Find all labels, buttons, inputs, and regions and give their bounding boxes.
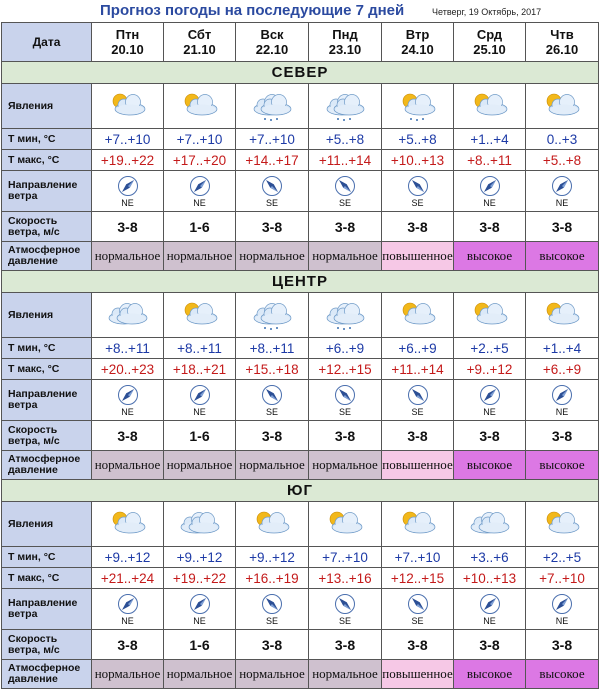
- wind-direction-cell: [309, 171, 382, 212]
- phenomena-row: [2, 84, 599, 129]
- compass-icon: [454, 384, 525, 406]
- phenomena-label: Явления: [2, 293, 92, 338]
- pressure-value: нормальное: [92, 660, 164, 689]
- wind-direction-cell: [526, 380, 599, 421]
- compass-icon: [236, 175, 308, 197]
- day-header: [382, 23, 454, 62]
- pressure-value: нормальное: [236, 660, 309, 689]
- compass-icon: [382, 175, 453, 197]
- wind-direction-cell: [164, 589, 236, 630]
- wind-direction-value: NE: [193, 615, 206, 626]
- wind-direction-value: NE: [193, 197, 206, 208]
- tmax-value: +16..+19: [236, 568, 309, 589]
- days-header-row: [2, 23, 599, 62]
- day-header: [526, 23, 599, 62]
- wind-direction-row: [2, 589, 599, 630]
- wind-speed-value: 3-8: [382, 421, 454, 451]
- tmin-value: +7..+10: [164, 129, 236, 150]
- tmax-label: Т макс, °С: [2, 568, 92, 589]
- tmin-value: +9..+12: [236, 547, 309, 568]
- wind-speed-value: 3-8: [92, 421, 164, 451]
- wind-speed-value: 3-8: [382, 212, 454, 242]
- wind-speed-label: Скорость ветра, м/с: [2, 421, 92, 451]
- wind-speed-row: [2, 630, 599, 660]
- date-label: Дата: [2, 23, 92, 62]
- partly-cloudy-icon: [526, 84, 599, 129]
- wind-speed-value: 3-8: [236, 630, 309, 660]
- day-header: [454, 23, 526, 62]
- phenomena-label: Явления: [2, 502, 92, 547]
- partly-cloudy-icon: [454, 293, 526, 338]
- tmin-value: +9..+12: [92, 547, 164, 568]
- wind-direction-cell: [526, 171, 599, 212]
- phenomena-label: Явления: [2, 84, 92, 129]
- wind-direction-cell: [382, 380, 454, 421]
- tmin-value: 0..+3: [526, 129, 599, 150]
- wind-direction-cell: [236, 380, 309, 421]
- day-header: [236, 23, 309, 62]
- wind-direction-cell: [454, 589, 526, 630]
- tmin-label: Т мин, °С: [2, 338, 92, 359]
- compass-icon: [92, 175, 163, 197]
- day-header: [164, 23, 236, 62]
- pressure-value: повышенное: [382, 242, 454, 271]
- tmax-value: +12..+15: [382, 568, 454, 589]
- pressure-value: высокое: [454, 451, 526, 480]
- wind-speed-value: 1-6: [164, 630, 236, 660]
- day-of-week: Пнд: [332, 27, 358, 42]
- forecast-table: [1, 22, 599, 689]
- wind-direction-value: NE: [193, 406, 206, 417]
- wind-direction-value: SE: [265, 406, 278, 417]
- wind-direction-cell: [236, 171, 309, 212]
- partly-cloudy-icon: [92, 502, 164, 547]
- wind-direction-label: Направление ветра: [2, 171, 92, 212]
- tmin-row: [2, 338, 599, 359]
- pressure-value: нормальное: [164, 660, 236, 689]
- tmax-value: +8..+11: [454, 150, 526, 171]
- pressure-value: нормальное: [309, 451, 382, 480]
- wind-speed-value: 3-8: [526, 212, 599, 242]
- wind-speed-value: 3-8: [92, 630, 164, 660]
- wind-speed-row: [2, 421, 599, 451]
- wind-direction-value: SE: [338, 406, 351, 417]
- compass-icon: [454, 593, 525, 615]
- pressure-value: высокое: [454, 242, 526, 271]
- wind-direction-cell: [382, 589, 454, 630]
- tmax-row: [2, 568, 599, 589]
- tmin-value: +5..+8: [382, 129, 454, 150]
- compass-icon: [309, 384, 381, 406]
- pressure-value: высокое: [526, 242, 599, 271]
- partly-cloudy-icon: [454, 84, 526, 129]
- wind-direction-cell: [382, 171, 454, 212]
- wind-direction-cell: [236, 589, 309, 630]
- region-name: ЦЕНТР: [2, 271, 599, 293]
- compass-icon: [92, 593, 163, 615]
- partly-cloudy-snow-icon: [382, 84, 454, 129]
- day-of-week: Чтв: [550, 27, 574, 42]
- compass-icon: [382, 384, 453, 406]
- wind-speed-value: 3-8: [454, 421, 526, 451]
- tmax-value: +12..+15: [309, 359, 382, 380]
- partly-cloudy-icon: [526, 502, 599, 547]
- pressure-row: [2, 660, 599, 689]
- tmin-row: [2, 129, 599, 150]
- tmax-value: +21..+24: [92, 568, 164, 589]
- pressure-value: высокое: [526, 660, 599, 689]
- wind-direction-cell: [92, 380, 164, 421]
- cloudy-snow-icon: [236, 84, 309, 129]
- day-date: 24.10: [401, 42, 434, 57]
- wind-direction-value: SE: [338, 615, 351, 626]
- tmin-label: Т мин, °С: [2, 547, 92, 568]
- tmin-value: +8..+11: [92, 338, 164, 359]
- compass-icon: [164, 175, 235, 197]
- wind-direction-cell: [454, 171, 526, 212]
- partly-cloudy-icon: [526, 293, 599, 338]
- wind-direction-row: [2, 171, 599, 212]
- pressure-value: нормальное: [164, 242, 236, 271]
- wind-speed-value: 3-8: [382, 630, 454, 660]
- tmin-row: [2, 547, 599, 568]
- partly-cloudy-icon: [382, 293, 454, 338]
- tmax-label: Т макс, °С: [2, 150, 92, 171]
- cloudy-snow-icon: [309, 293, 382, 338]
- tmax-value: +9..+12: [454, 359, 526, 380]
- tmax-value: +18..+21: [164, 359, 236, 380]
- wind-speed-value: 3-8: [236, 421, 309, 451]
- pressure-value: высокое: [454, 660, 526, 689]
- tmin-value: +2..+5: [454, 338, 526, 359]
- pressure-value: нормальное: [236, 451, 309, 480]
- day-header: [309, 23, 382, 62]
- wind-direction-row: [2, 380, 599, 421]
- compass-icon: [526, 384, 598, 406]
- wind-speed-value: 3-8: [454, 630, 526, 660]
- tmin-label: Т мин, °С: [2, 129, 92, 150]
- pressure-label: Атмосферное давление: [2, 451, 92, 480]
- cloudy-snow-icon: [236, 293, 309, 338]
- partly-cloudy-icon: [309, 502, 382, 547]
- wind-direction-value: NE: [555, 615, 569, 626]
- pressure-value: нормальное: [92, 242, 164, 271]
- compass-icon: [526, 593, 598, 615]
- tmax-value: +10..+13: [382, 150, 454, 171]
- compass-icon: [236, 384, 308, 406]
- pressure-value: повышенное: [382, 660, 454, 689]
- page-header: [0, 0, 600, 22]
- partly-cloudy-icon: [164, 293, 236, 338]
- wind-direction-value: NE: [483, 406, 496, 417]
- tmax-value: +17..+20: [164, 150, 236, 171]
- wind-direction-label: Направление ветра: [2, 589, 92, 630]
- tmin-value: +7..+10: [382, 547, 454, 568]
- day-date: 21.10: [183, 42, 216, 57]
- wind-direction-cell: [164, 171, 236, 212]
- tmax-value: +15..+18: [236, 359, 309, 380]
- wind-speed-label: Скорость ветра, м/с: [2, 630, 92, 660]
- phenomena-row: [2, 502, 599, 547]
- wind-direction-cell: [309, 589, 382, 630]
- wind-direction-value: NE: [555, 197, 569, 208]
- wind-direction-value: SE: [265, 197, 278, 208]
- wind-direction-value: SE: [338, 197, 351, 208]
- compass-icon: [454, 175, 525, 197]
- wind-direction-value: NE: [483, 615, 496, 626]
- tmax-value: +19..+22: [92, 150, 164, 171]
- wind-direction-cell: [92, 171, 164, 212]
- pressure-row: [2, 451, 599, 480]
- tmin-value: +1..+4: [454, 129, 526, 150]
- region-row: [2, 62, 599, 84]
- pressure-label: Атмосферное давление: [2, 660, 92, 689]
- tmin-value: +8..+11: [164, 338, 236, 359]
- wind-direction-value: NE: [121, 197, 134, 208]
- compass-icon: [526, 175, 598, 197]
- tmax-value: +13..+16: [309, 568, 382, 589]
- day-header: [92, 23, 164, 62]
- day-date: 26.10: [545, 42, 579, 57]
- tmax-value: +11..+14: [382, 359, 454, 380]
- pressure-value: нормальное: [309, 242, 382, 271]
- wind-speed-label: Скорость ветра, м/с: [2, 212, 92, 242]
- day-of-week: Вск: [260, 27, 284, 42]
- region-row: [2, 480, 599, 502]
- compass-icon: [92, 384, 163, 406]
- tmin-value: +6..+9: [309, 338, 382, 359]
- wind-direction-value: SE: [411, 197, 424, 208]
- tmax-value: +20..+23: [92, 359, 164, 380]
- day-of-week: Втр: [405, 27, 430, 42]
- wind-direction-value: NE: [121, 406, 134, 417]
- tmin-value: +1..+4: [526, 338, 599, 359]
- wind-direction-cell: [309, 380, 382, 421]
- wind-speed-value: 3-8: [92, 212, 164, 242]
- tmin-value: +3..+6: [454, 547, 526, 568]
- wind-direction-value: SE: [411, 406, 424, 417]
- day-date: 20.10: [111, 42, 144, 57]
- compass-icon: [309, 593, 381, 615]
- pressure-row: [2, 242, 599, 271]
- partly-cloudy-icon: [164, 84, 236, 129]
- pressure-value: высокое: [526, 451, 599, 480]
- wind-direction-cell: [526, 589, 599, 630]
- wind-speed-value: 1-6: [164, 421, 236, 451]
- day-date: 22.10: [255, 42, 289, 57]
- wind-speed-row: [2, 212, 599, 242]
- pressure-value: нормальное: [164, 451, 236, 480]
- page-title: Прогноз погоды на последующие 7 дней: [100, 2, 405, 19]
- tmin-value: +8..+11: [236, 338, 309, 359]
- cloudy-icon: [164, 502, 236, 547]
- wind-direction-cell: [92, 589, 164, 630]
- pressure-label: Атмосферное давление: [2, 242, 92, 271]
- wind-direction-value: SE: [411, 615, 424, 626]
- tmax-value: +11..+14: [309, 150, 382, 171]
- day-of-week: Сбт: [187, 27, 212, 42]
- day-date: 23.10: [328, 42, 362, 57]
- day-date: 25.10: [473, 42, 506, 57]
- wind-direction-value: NE: [483, 197, 496, 208]
- tmax-value: +5..+8: [526, 150, 599, 171]
- wind-direction-value: SE: [265, 615, 278, 626]
- tmax-row: [2, 150, 599, 171]
- compass-icon: [164, 593, 235, 615]
- partly-cloudy-icon: [92, 84, 164, 129]
- wind-speed-value: 3-8: [309, 421, 382, 451]
- tmax-value: +7..+10: [526, 568, 599, 589]
- compass-icon: [236, 593, 308, 615]
- wind-direction-cell: [164, 380, 236, 421]
- tmax-label: Т макс, °С: [2, 359, 92, 380]
- wind-direction-label: Направление ветра: [2, 380, 92, 421]
- wind-speed-value: 1-6: [164, 212, 236, 242]
- pressure-value: нормальное: [236, 242, 309, 271]
- compass-icon: [309, 175, 381, 197]
- partly-cloudy-icon: [382, 502, 454, 547]
- cloudy-icon: [92, 293, 164, 338]
- wind-speed-value: 3-8: [526, 630, 599, 660]
- cloudy-icon: [454, 502, 526, 547]
- phenomena-row: [2, 293, 599, 338]
- pressure-value: повышенное: [382, 451, 454, 480]
- wind-direction-cell: [454, 380, 526, 421]
- tmin-value: +9..+12: [164, 547, 236, 568]
- region-name: ЮГ: [2, 480, 599, 502]
- tmin-value: +7..+10: [309, 547, 382, 568]
- day-of-week: Птн: [115, 27, 140, 42]
- current-date: Четверг, 19 Октябрь, 2017: [432, 7, 542, 17]
- tmax-value: +19..+22: [164, 568, 236, 589]
- tmin-value: +5..+8: [309, 129, 382, 150]
- compass-icon: [382, 593, 453, 615]
- wind-direction-value: NE: [555, 406, 569, 417]
- region-row: [2, 271, 599, 293]
- tmin-value: +7..+10: [92, 129, 164, 150]
- wind-speed-value: 3-8: [526, 421, 599, 451]
- day-of-week: Срд: [476, 27, 503, 42]
- partly-cloudy-icon: [236, 502, 309, 547]
- tmax-value: +6..+9: [526, 359, 599, 380]
- region-name: СЕВЕР: [2, 62, 599, 84]
- cloudy-snow-icon: [309, 84, 382, 129]
- wind-direction-value: NE: [121, 615, 134, 626]
- tmin-value: +2..+5: [526, 547, 599, 568]
- compass-icon: [164, 384, 235, 406]
- tmin-value: +6..+9: [382, 338, 454, 359]
- wind-speed-value: 3-8: [454, 212, 526, 242]
- wind-speed-value: 3-8: [309, 212, 382, 242]
- tmax-value: +10..+13: [454, 568, 526, 589]
- wind-speed-value: 3-8: [236, 212, 309, 242]
- pressure-value: нормальное: [309, 660, 382, 689]
- tmax-value: +14..+17: [236, 150, 309, 171]
- wind-speed-value: 3-8: [309, 630, 382, 660]
- pressure-value: нормальное: [92, 451, 164, 480]
- tmax-row: [2, 359, 599, 380]
- tmin-value: +7..+10: [236, 129, 309, 150]
